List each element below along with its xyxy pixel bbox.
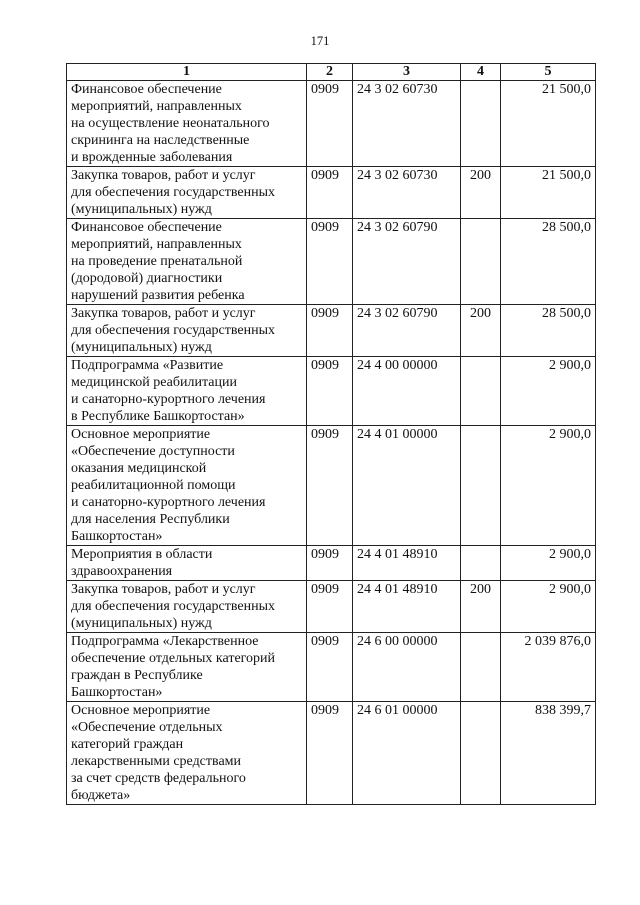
row-code: 24 3 02 60730	[353, 81, 461, 167]
row-type	[461, 702, 501, 805]
row-code: 24 6 00 00000	[353, 633, 461, 702]
row-type: 200	[461, 167, 501, 219]
row-type: 200	[461, 305, 501, 357]
table-body	[67, 81, 596, 805]
row-code: 24 4 01 00000	[353, 426, 461, 546]
row-type	[461, 426, 501, 546]
row-amount: 21 500,0	[501, 81, 596, 167]
row-section: 0909	[307, 702, 353, 805]
table-row	[67, 305, 596, 357]
row-name: Финансовое обеспечение мероприятий, направленных на проведение пренатальной (дородовой) диагностики нарушений развития ребенка	[67, 219, 307, 305]
row-type: 200	[461, 581, 501, 633]
row-amount: 28 500,0	[501, 305, 596, 357]
table-row	[67, 633, 596, 702]
row-name: Основное мероприятие «Обеспечение доступности оказания медицинской реабилитационной помощи и санаторно-курортного лечения для населения Республики Башкортостан»	[67, 426, 307, 546]
row-type	[461, 219, 501, 305]
row-amount: 2 039 876,0	[501, 633, 596, 702]
row-type	[461, 81, 501, 167]
row-name: Основное мероприятие «Обеспечение отдельных категорий граждан лекарственными средствами за счет средств федерального бюджета»	[67, 702, 307, 805]
row-amount: 838 399,7	[501, 702, 596, 805]
header-col-2: 2	[307, 64, 353, 81]
row-code: 24 6 01 00000	[353, 702, 461, 805]
row-section: 0909	[307, 546, 353, 581]
table-row	[67, 357, 596, 426]
budget-table	[66, 63, 596, 805]
row-section: 0909	[307, 81, 353, 167]
row-amount: 2 900,0	[501, 581, 596, 633]
table-row	[67, 219, 596, 305]
header-row	[67, 64, 596, 81]
row-section: 0909	[307, 305, 353, 357]
row-name: Закупка товаров, работ и услуг для обеспечения государственных (муниципальных) нужд	[67, 167, 307, 219]
row-section: 0909	[307, 167, 353, 219]
header-col-1: 1	[67, 64, 307, 81]
row-section: 0909	[307, 581, 353, 633]
page-number: 171	[310, 34, 330, 48]
row-section: 0909	[307, 426, 353, 546]
table-row	[67, 546, 596, 581]
row-name: Мероприятия в области здравоохранения	[67, 546, 307, 581]
row-code: 24 3 02 60730	[353, 167, 461, 219]
row-amount: 2 900,0	[501, 426, 596, 546]
row-amount: 2 900,0	[501, 546, 596, 581]
table-row	[67, 702, 596, 805]
row-amount: 2 900,0	[501, 357, 596, 426]
header-col-4: 4	[461, 64, 501, 81]
row-name: Подпрограмма «Развитие медицинской реабилитации и санаторно-курортного лечения в Республике Башкортостан»	[67, 357, 307, 426]
row-type	[461, 633, 501, 702]
row-code: 24 4 01 48910	[353, 546, 461, 581]
table-row	[67, 167, 596, 219]
row-name: Подпрограмма «Лекарственное обеспечение отдельных категорий граждан в Республике Башкортостан»	[67, 633, 307, 702]
row-code: 24 4 01 48910	[353, 581, 461, 633]
row-amount: 21 500,0	[501, 167, 596, 219]
row-code: 24 3 02 60790	[353, 305, 461, 357]
table-header	[67, 64, 596, 81]
row-section: 0909	[307, 357, 353, 426]
row-section: 0909	[307, 633, 353, 702]
table-row	[67, 581, 596, 633]
row-code: 24 4 00 00000	[353, 357, 461, 426]
row-type	[461, 357, 501, 426]
row-name: Закупка товаров, работ и услуг для обеспечения государственных (муниципальных) нужд	[67, 581, 307, 633]
row-name: Финансовое обеспечение мероприятий, направленных на осуществление неонатального скрининга на наследственные и врожденные заболевания	[67, 81, 307, 167]
table-row	[67, 426, 596, 546]
header-col-5: 5	[501, 64, 596, 81]
row-code: 24 3 02 60790	[353, 219, 461, 305]
row-amount: 28 500,0	[501, 219, 596, 305]
header-col-3: 3	[353, 64, 461, 81]
row-type	[461, 546, 501, 581]
row-name: Закупка товаров, работ и услуг для обеспечения государственных (муниципальных) нужд	[67, 305, 307, 357]
row-section: 0909	[307, 219, 353, 305]
table-row	[67, 81, 596, 167]
